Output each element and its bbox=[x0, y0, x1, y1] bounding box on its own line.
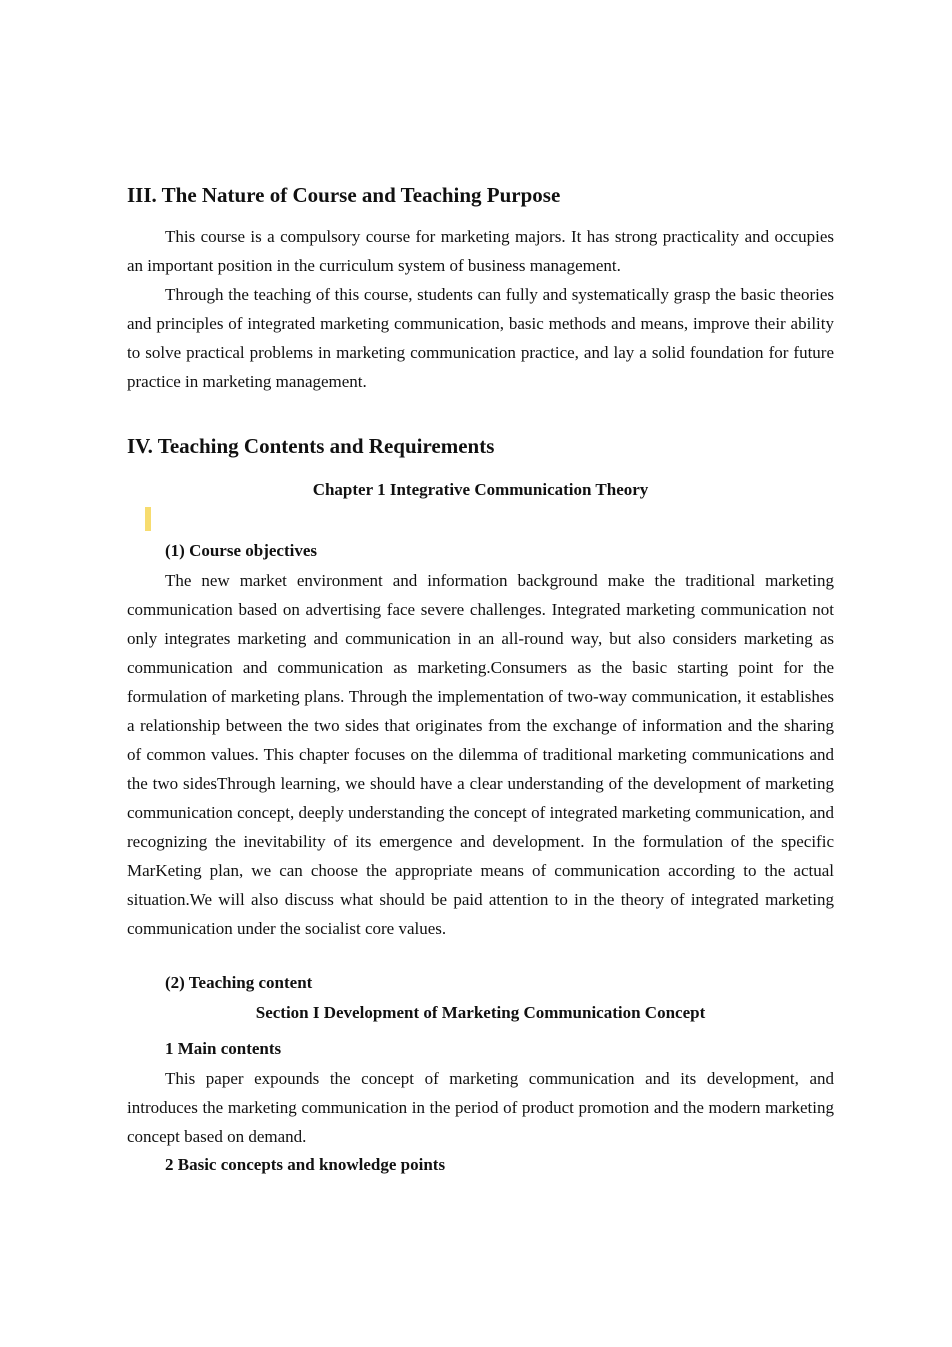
teaching-content-heading: (2) Teaching content bbox=[165, 973, 313, 992]
basic-concepts-heading: 2 Basic concepts and knowledge points bbox=[165, 1155, 446, 1174]
paragraph-main-contents: This paper expounds the concept of marketing communication and its development, and introduces the marketing communication in the period of product promotion and the modern marketing concept based on demand. bbox=[127, 1069, 834, 1146]
chapter-title: Chapter 1 Integrative Communication Theory bbox=[312, 480, 649, 499]
paragraph-teaching-purpose: Through the teaching of this course, students can fully and systematically grasp the basic theories and principles of integrated marketing communication, basic methods and means, improve their ability to solve practical problems in marketing communication practice, and lay a solid foundation for future practice in marketing management. bbox=[127, 285, 834, 391]
paragraph-course-compulsory: This course is a compulsory course for marketing majors. It has strong practicality and occupies an important position in the curriculum system of business management. bbox=[127, 227, 834, 275]
section-heading-nature: III. The Nature of Course and Teaching Purpose bbox=[127, 183, 561, 207]
main-contents-heading: 1 Main contents bbox=[165, 1039, 282, 1058]
section-title: Section I Development of Marketing Communication Concept bbox=[255, 1003, 706, 1022]
objectives-heading: (1) Course objectives bbox=[165, 541, 318, 560]
paragraph-objectives: The new market environment and information background make the traditional marketing communication based on advertising face severe challenges. Integrated marketing communication not only integrates marketing and communication in an all-round way, but also considers marketing as communication and communication as marketing.Consumers as the basic starting point for the formulation of marketing plans. Through the implementation of two-way communication, it establishes a relationship between the two sides that originates from the exchange of information and the sharing of common values. This chapter focuses on the dilemma of traditional marketing communications and the two sidesThrough learning, we should have a clear understanding of the development of marketing communication concept, deeply understanding the concept of integrated marketing communication, and recognizing the inevitability of its emergence and development. In the formulation of the specific MarKeting plan, we can choose the appropriate means of communication according to the actual situation.We will also discuss what should be paid attention to in the theory of integrated marketing communication under the socialist core values. bbox=[127, 571, 834, 938]
section-heading-contents: IV. Teaching Contents and Requirements bbox=[127, 434, 495, 458]
highlight-marker bbox=[145, 507, 151, 531]
